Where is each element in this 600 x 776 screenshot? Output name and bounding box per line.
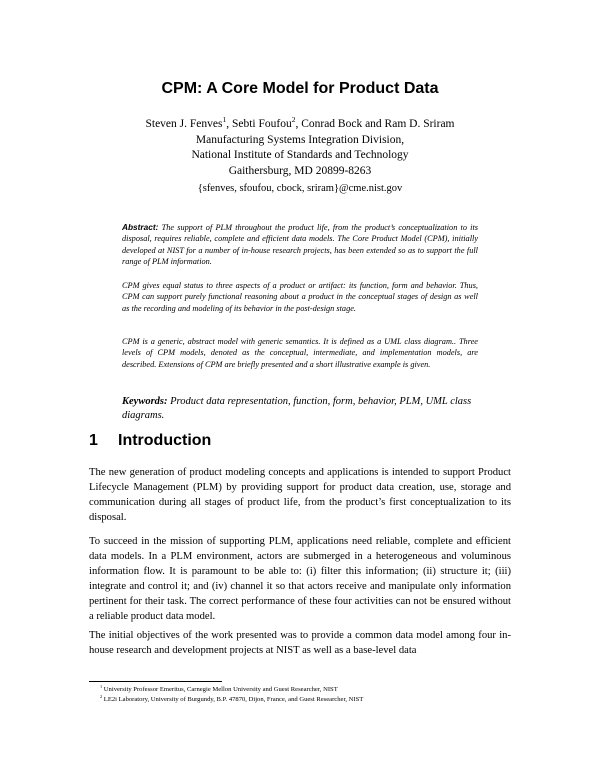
intro-paragraph-2: To succeed in the mission of supporting PLM, applications need reliable, complete and efficient data models. In a PLM environment, actors are submerged in a heterogeneous and voluminous information flow. It is paramount to be able to: (i) filter this information; (ii) structure it; (iii) integrate and control it; and (iv) channel it so that actors receive and manipulate only information pertinent for their task. The correct performance of these four activities can not be ensured without a reliable product data model. — [89, 536, 511, 623]
footnote-mark-1: 1 — [222, 115, 227, 125]
footnote-2 — [100, 693, 364, 703]
abstract-paragraph-1 — [122, 222, 478, 267]
footnote-2-mark: 2 — [100, 693, 103, 699]
abstract-paragraph-3: CPM is a generic, abstract model with generic semantics. It is defined as a UML class diagram.. Three levels of CPM models, denoted as the conceptual, intermediate, and implementation models, are described. Extensions of CPM are briefly presented and a short illustrative example is given. — [122, 337, 478, 369]
abstract-text-1: The support of PLM throughout the product life, from the product’s conceptualization to its disposal, requires reliable, complete and efficient data models. The Core Product Model (CPM), initially developed at NIST for a number of in-house research projects, has been extended so as to support the full range of PLM information. — [122, 223, 479, 266]
section-heading — [89, 432, 211, 450]
keywords-label: Keywords: — [122, 396, 168, 407]
keywords — [122, 395, 478, 422]
affiliation-line-3: Gaithersburg, MD 20899-8263 — [228, 164, 372, 177]
intro-paragraph-1: The new generation of product modeling concepts and applications is intended to support Product Lifecycle Management (PLM) by providing support for product data creation, use, storage and communication during all stages of product life, from the product’s first conceptualization to its disposal. — [89, 467, 511, 524]
abstract-paragraph-2: CPM gives equal status to three aspects of a product or artifact: its function, form and behavior. Thus, CPM can support purely functional reasoning about a product in the conceptual stages of design as well as the recording and modeling of its behavior in the post-design stage. — [122, 281, 478, 313]
author-names — [0, 117, 600, 133]
footnote-1 — [100, 683, 338, 693]
author-emails: {sfenves, sfoufou, cbock, sriram}@cme.nist.gov — [197, 183, 403, 194]
footnote-divider — [89, 681, 222, 682]
footnote-1-mark: 1 — [100, 683, 103, 689]
intro-paragraph-3: The initial objectives of the work presented was to provide a common data model among four in-house research and development projects at NIST as well as a base-level data — [89, 630, 511, 657]
affiliation-line-2: National Institute of Standards and Technology — [191, 149, 409, 161]
author-block — [0, 117, 600, 179]
keywords-text: Product data representation, function, form, behavior, PLM, UML class diagrams. — [122, 396, 472, 421]
abstract-label: Abstract: — [122, 222, 159, 232]
author-names-part3: , Conrad Bock and Ram D. Sriram — [295, 118, 455, 130]
section-number: 1 — [89, 432, 98, 449]
section-title: Introduction — [118, 432, 212, 449]
footnote-2-text: LE2i Laboratory, University of Burgundy, B.P. 47870, Dijon, France, and Guest Researcher, NIST — [103, 696, 364, 703]
author-names-part1: Steven J. Fenves — [145, 118, 223, 130]
affiliation-line-1: Manufacturing Systems Integration Division, — [195, 133, 405, 146]
footnote-1-text: University Professor Emeritus, Carnegie Mellon University and Guest Researcher, NIST — [103, 686, 338, 693]
paper-title: CPM: A Core Model for Product Data — [161, 80, 439, 97]
footnote-mark-2: 2 — [291, 115, 296, 125]
author-names-part2: , Sebti Foufou — [226, 118, 292, 130]
